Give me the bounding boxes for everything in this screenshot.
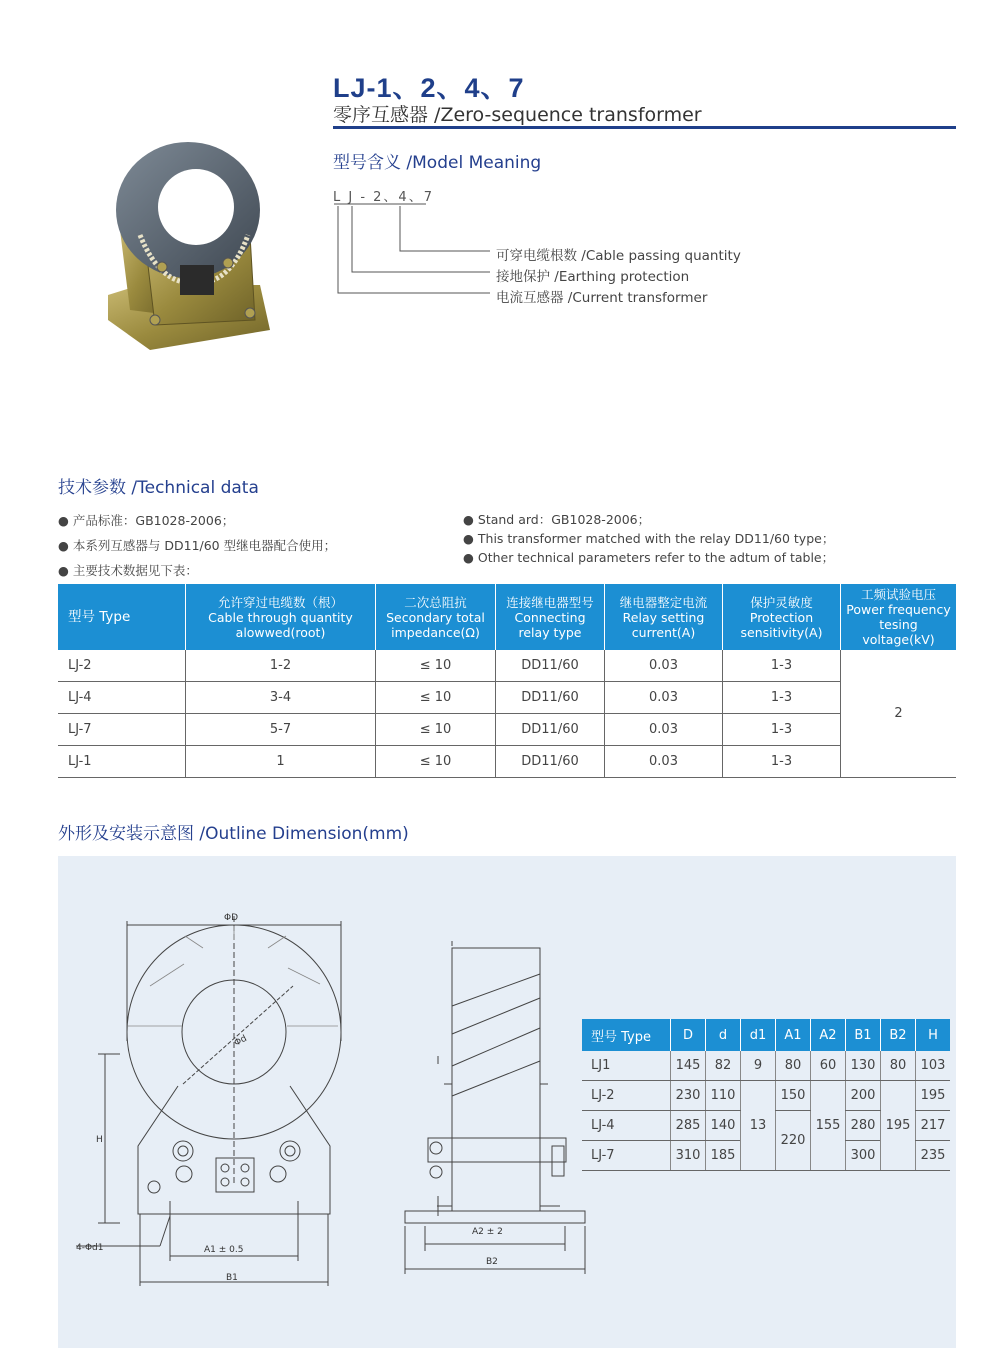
label-A1: A1 ± 0.5 [204, 1245, 244, 1255]
cell-D: 145 [671, 1051, 706, 1081]
cell-relay: DD11/60 [496, 682, 605, 714]
cell-relay: DD11/60 [496, 650, 605, 682]
cell-B1: 200 [846, 1081, 881, 1111]
product-photo [100, 135, 300, 360]
bullet-cn-2: ● 本系列互感器与 DD11/60 型继电器配合使用； [58, 538, 337, 553]
cell-relay: DD11/60 [496, 714, 605, 746]
cell-B2: 195 [881, 1081, 916, 1171]
table-row [58, 714, 956, 746]
cell-current: 0.03 [605, 746, 723, 778]
cell-sensitivity: 1-3 [723, 746, 841, 778]
cell-d: 82 [706, 1051, 741, 1081]
model-meaning-leader-lines [330, 200, 500, 300]
cell-current: 0.03 [605, 682, 723, 714]
dim-col-B1: B1 [846, 1019, 881, 1051]
model-code: L J - 2、4、7 [333, 190, 434, 205]
dimension-table [582, 1019, 950, 1171]
label-phid: Φd [232, 1033, 249, 1049]
cell-H: 235 [916, 1141, 951, 1171]
page-title: LJ-1、2、4、7 [333, 73, 525, 103]
cell-D: 230 [671, 1081, 706, 1111]
cell-B1: 280 [846, 1111, 881, 1141]
dim-col-H: H [916, 1019, 951, 1051]
bullet-en-3: ● Other technical parameters refer to the adtum of table； [463, 550, 835, 565]
cell-A1: 80 [776, 1051, 811, 1081]
table-row [58, 682, 956, 714]
cell-D: 310 [671, 1141, 706, 1171]
bullet-cn-1: ● 产品标准：GB1028-2006； [58, 513, 235, 528]
cell-test-voltage: 2 [841, 650, 957, 778]
cell-type: LJ-2 [58, 650, 186, 682]
meaning-current-transformer: 电流互感器 /Current transformer [496, 290, 708, 306]
bullet-en-1: ● Stand ard：GB1028-2006； [463, 512, 651, 527]
cell-cable: 3-4 [186, 682, 376, 714]
technical-heading: 技术参数 /Technical data [58, 478, 259, 498]
cell-H: 103 [916, 1051, 951, 1081]
cell-D: 285 [671, 1111, 706, 1141]
dim-col-A2: A2 [811, 1019, 846, 1051]
dim-col-B2: B2 [881, 1019, 916, 1051]
col-relay-type: 连接继电器型号 Connecting relay type [496, 584, 605, 650]
cell-cable: 1-2 [186, 650, 376, 682]
label-A2: A2 ± 2 [472, 1227, 503, 1237]
title-rule [333, 126, 956, 129]
cell-B2: 80 [881, 1051, 916, 1081]
label-phiD: ΦD [224, 913, 239, 923]
page-subtitle: 零序互感器 /Zero-sequence transformer [333, 104, 702, 126]
dim-col-D: D [671, 1019, 706, 1051]
dim-col-d1: d1 [741, 1019, 776, 1051]
table-row [58, 650, 956, 682]
cell-type: LJ-4 [58, 682, 186, 714]
cell-type: LJ-7 [582, 1141, 671, 1171]
cell-current: 0.03 [605, 650, 723, 682]
model-meaning-heading: 型号含义 /Model Meaning [333, 153, 542, 173]
cell-impedance: ≤ 10 [376, 650, 496, 682]
label-H: H [96, 1135, 103, 1145]
table-row [582, 1081, 950, 1111]
cell-impedance: ≤ 10 [376, 682, 496, 714]
cell-sensitivity: 1-3 [723, 714, 841, 746]
cell-type: LJ-4 [582, 1111, 671, 1141]
cell-A1: 150 [776, 1081, 811, 1111]
bullet-cn-3: ● 主要技术数据见下表： [58, 563, 198, 578]
cell-type: LJ1 [582, 1051, 671, 1081]
col-relay-current: 继电器整定电流 Relay setting current(A) [605, 584, 723, 650]
cell-relay: DD11/60 [496, 746, 605, 778]
dim-col-A1: A1 [776, 1019, 811, 1051]
cell-B1: 130 [846, 1051, 881, 1081]
cell-H: 217 [916, 1111, 951, 1141]
cell-impedance: ≤ 10 [376, 714, 496, 746]
cell-d1: 13 [741, 1081, 776, 1171]
cell-cable: 5-7 [186, 714, 376, 746]
label-hole: 4-Φd1 [76, 1243, 104, 1253]
cell-d1: 9 [741, 1051, 776, 1081]
front-view-drawing [58, 856, 418, 1348]
bullet-en-2: ● This transformer matched with the relay DD11/60 type； [463, 531, 835, 546]
outline-heading: 外形及安装示意图 /Outline Dimension(mm) [58, 824, 409, 844]
cell-H: 195 [916, 1081, 951, 1111]
dim-col-type: 型号 Type [582, 1019, 671, 1051]
cell-d: 140 [706, 1111, 741, 1141]
cell-type: LJ-1 [58, 746, 186, 778]
table-row [58, 746, 956, 778]
cell-current: 0.03 [605, 714, 723, 746]
col-test-voltage: 工频试验电压 Power frequency tesing voltage(kV) [841, 584, 957, 650]
dim-col-d: d [706, 1019, 741, 1051]
cell-B1: 300 [846, 1141, 881, 1171]
technical-data-table [58, 584, 956, 778]
cell-sensitivity: 1-3 [723, 682, 841, 714]
meaning-earthing: 接地保护 /Earthing protection [496, 269, 690, 285]
col-sensitivity: 保护灵敏度 Protection sensitivity(A) [723, 584, 841, 650]
col-type: 型号 Type [58, 584, 186, 650]
cell-type: LJ-7 [58, 714, 186, 746]
side-view-drawing [400, 856, 590, 1348]
cell-d: 185 [706, 1141, 741, 1171]
table-row [582, 1051, 950, 1081]
cell-A2: 60 [811, 1051, 846, 1081]
col-impedance: 二次总阻抗 Secondary total impedance(Ω) [376, 584, 496, 650]
cell-A2: 155 [811, 1081, 846, 1171]
cell-type: LJ-2 [582, 1081, 671, 1111]
cell-cable: 1 [186, 746, 376, 778]
label-B1: B1 [226, 1273, 238, 1283]
cell-impedance: ≤ 10 [376, 746, 496, 778]
cell-sensitivity: 1-3 [723, 650, 841, 682]
col-cable-quantity: 允许穿过电缆数（根） Cable through quantity alowwed(root) [186, 584, 376, 650]
cell-d: 110 [706, 1081, 741, 1111]
label-B2: B2 [486, 1257, 498, 1267]
meaning-cable-quantity: 可穿电缆根数 /Cable passing quantity [496, 248, 741, 264]
cell-A1: 220 [776, 1111, 811, 1171]
